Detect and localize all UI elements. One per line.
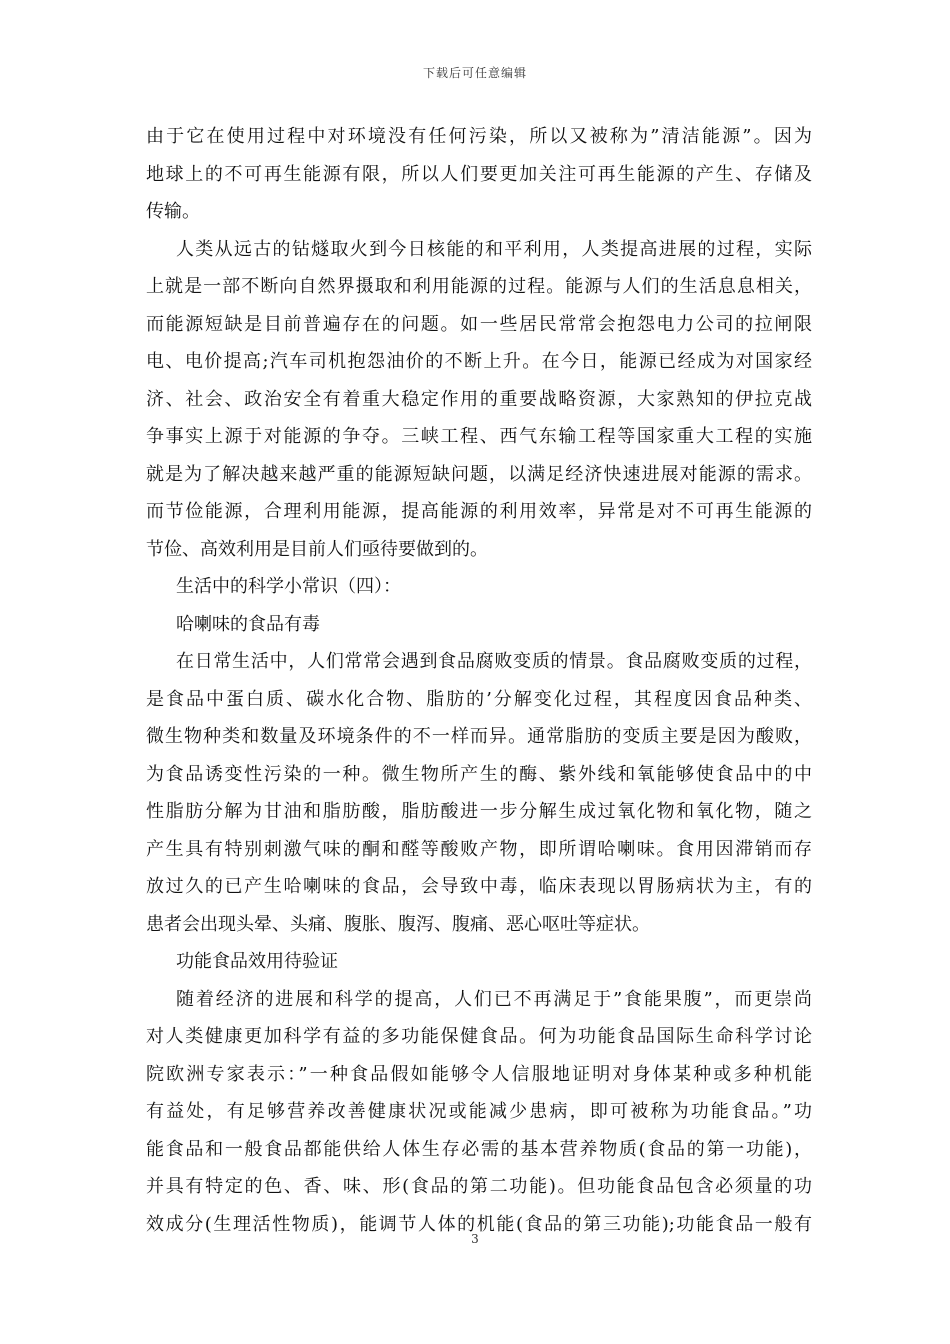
text-line: 由于它在使用过程中对环境没有任何污染，所以又被称为”清洁能源”。因为: [146, 126, 812, 147]
text-line: 患者会出现头晕、头痛、腹胀、腹泻、腹痛、恶心呕吐等症状。: [146, 913, 650, 935]
page-number: 3: [471, 1232, 479, 1246]
text-line: 生活中的科学小常识（四）：: [176, 576, 401, 597]
text-line: 电、电价提高;汽车司机抱怨油价的不断上升。在今日，能源已经成为对国家经: [146, 351, 812, 372]
text-line: 对人类健康更加科学有益的多功能保健食品。何为功能食品国际生命科学讨论: [146, 1026, 812, 1047]
page-header: 下载后可任意编辑: [422, 66, 527, 80]
text-line: 有益处，有足够营养改善健康状况或能减少患病，即可被称为功能食品。”功: [146, 1101, 812, 1122]
text-line: 而能源短缺是目前普遍存在的问题。如一些居民常常会抱怨电力公司的拉闸限: [146, 313, 812, 335]
text-line: 性脂肪分解为甘油和脂肪酸，脂肪酸进一步分解生成过氧化物和氧化物，随之: [146, 801, 812, 822]
text-line: 上就是一部不断向自然界摄取和利用能源的过程。能源与人们的生活息息相关，: [146, 276, 812, 297]
text-line: 传输。: [146, 201, 200, 222]
text-line: 在日常生活中，人们常常会遇到食品腐败变质的情景。食品腐败变质的过程，: [176, 651, 812, 672]
text-line: 产生具有特别刺激气味的酮和醛等酸败产物，即所谓哈喇味。食用因滞销而存: [146, 838, 812, 860]
text-line: 是食品中蛋白质、碳水化合物、脂肪的’分解变化过程，其程度因食品种类、: [146, 688, 812, 710]
text-line: 节俭、高效利用是目前人们亟待要做到的。: [146, 538, 488, 560]
text-line: 地球上的不可再生能源有限，所以人们要更加关注可再生能源的产生、存储及: [146, 163, 812, 185]
text-line: 人类从远古的钻燧取火到今日核能的和平利用，人类提高进展的过程，实际: [176, 238, 812, 260]
text-line: 并具有特定的色、香、味、形(食品的第二功能)。但功能食品包含必须量的功: [146, 1176, 812, 1197]
text-line: 为食品诱变性污染的一种。微生物所产生的酶、紫外线和氧能够使食品中的中: [146, 763, 812, 785]
text-line: 能食品和一般食品都能供给人体生存必需的基本营养物质(食品的第一功能)，: [146, 1138, 812, 1160]
text-line: 争事实上源于对能源的争夺。三峡工程、西气东输工程等国家重大工程的实施: [146, 426, 812, 447]
text-line: 效成分(生理活性物质)，能调节人体的机能(食品的第三功能);功能食品一般有: [146, 1213, 812, 1235]
text-line: 而节俭能源，合理利用能源，提高能源的利用效率，异常是对不可再生能源的: [146, 501, 812, 522]
text-line: 微生物种类和数量及环境条件的不一样而异。通常脂肪的变质主要是因为酸败，: [146, 726, 812, 747]
document-body: [146, 118, 812, 1243]
text-line: 就是为了解决越来越严重的能源短缺问题，以满足经济快速进展对能源的需求。: [146, 463, 812, 485]
text-line: 济、社会、政治安全有着重大稳定作用的重要战略资源，大家熟知的伊拉克战: [146, 388, 812, 410]
text-line: 院欧洲专家表示：”一种食品假如能够令人信服地证明对身体某种或多种机能: [146, 1063, 812, 1085]
text-line: 哈喇味的食品有毒: [176, 613, 320, 635]
text-line: 随着经济的进展和科学的提高，人们已不再满足于”食能果腹”，而更崇尚: [176, 988, 812, 1010]
text-line: 功能食品效用待验证: [176, 951, 338, 972]
text-line: 放过久的已产生哈喇味的食品，会导致中毒，临床表现以胃肠病状为主，有的: [146, 876, 812, 897]
